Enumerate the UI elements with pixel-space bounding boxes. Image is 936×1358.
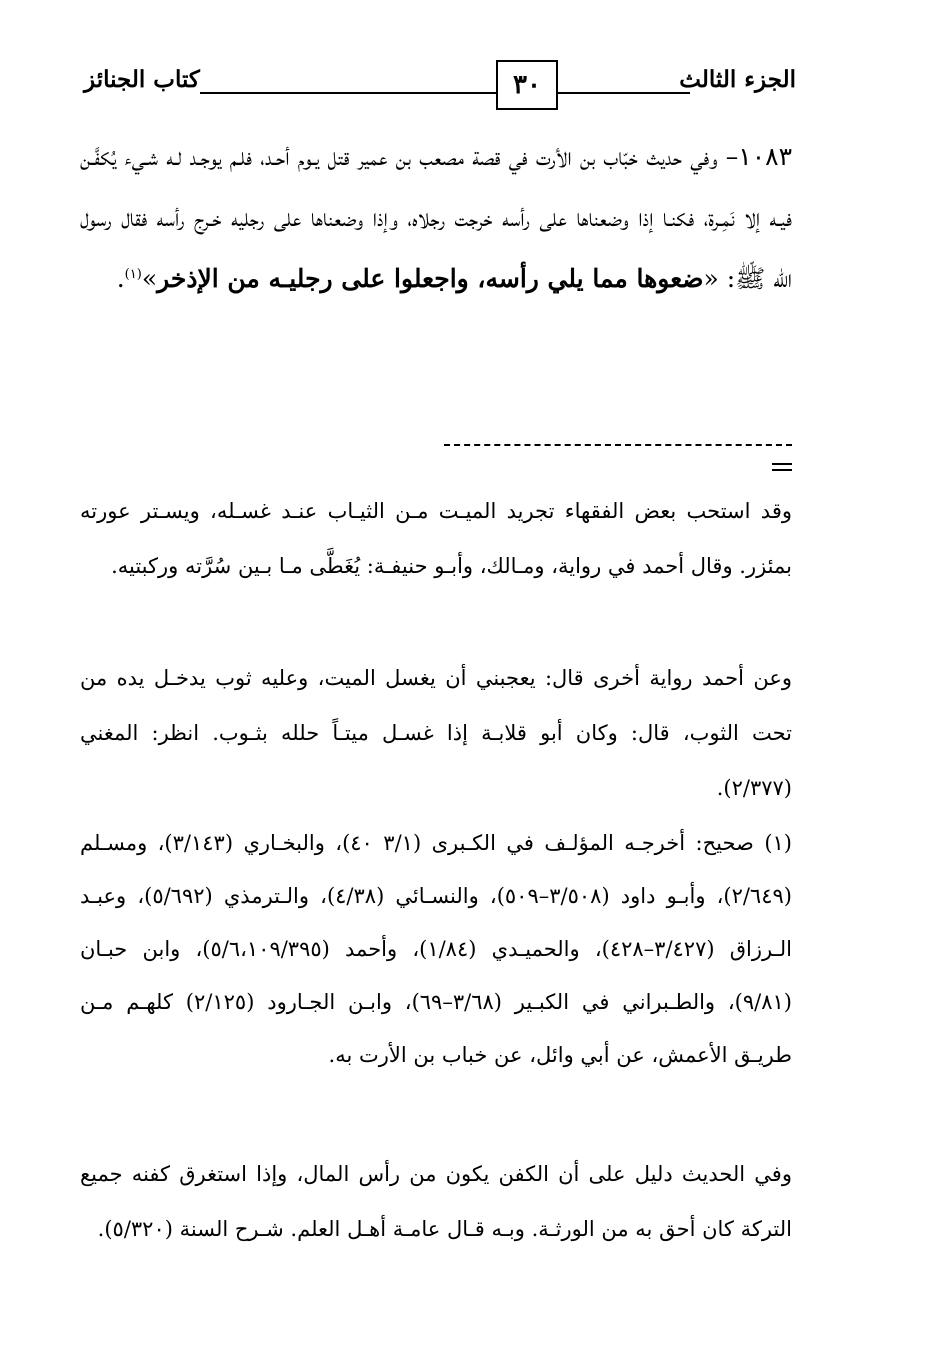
header-rule-right	[558, 92, 690, 94]
separator-double-top	[772, 463, 792, 465]
hadith-end: .	[116, 264, 125, 293]
book-title: كتاب الجنائز	[84, 66, 200, 93]
hadith-paragraph	[80, 126, 792, 309]
note-paragraph-1: وقد استحب بعض الفقهاء تجريد الميـت مـن الثيـاب عنـد غسـله، ويسـتر عورته بمئزر. وقال أحمد في رواية، ومـالك، وأبـو حنيفـة: يُغَطَّى مـا بـين سُرَّته وركبتيه.	[80, 499, 792, 578]
part-title: الجزء الثالث	[679, 66, 796, 93]
page-number: ٣٠	[496, 60, 558, 110]
conclusion-paragraph: وفي الحديث دليل على أن الكفن يكون من رأس المال، وإذا استغرق كفنه جميع التركة كان أحق به من الورثـة. وبـه قـال عامـة أهـل العلم. شـرح السنة (٥/٣٢٠).	[80, 1162, 792, 1241]
footnote-marker: (١)	[124, 267, 142, 282]
header-rule-left	[200, 92, 496, 94]
hadith-intro: ١٠٨٣– وفي حديث خبّاب بن الأرت في قصة مصعب بن عمير قتل يـوم أحـد، فلـم يوجـد لـه شـيء يُكفَّـن فيـه إلا نَمِـرة، فكنـا إذا وضعناها على رأسه خرجت رجلاه، وإذا وضعناها على رجليه خـرج رأسه فقال رسول الله ﷺ: «	[80, 142, 792, 293]
hadith-quote: ضعوها مما يلي رأسه، واجعلوا على رجليـه من الإذخر	[157, 264, 704, 293]
hadith-quote-close: »	[141, 264, 158, 293]
note-paragraph-2: وعن أحمد رواية أخرى قال: يعجبني أن يغسل الميت، وعليه ثوب يدخـل يده من تحت الثوب، قال: وكان أبو قلابـة إذا غسـل ميتـاً حلله بثـوب. انظر: المغني (٢/٣٧٧).	[80, 666, 792, 800]
page-header	[84, 60, 796, 112]
separator-dashed	[444, 444, 792, 446]
separator-double-bottom	[772, 469, 792, 471]
footnote-paragraph: (١) صحيح: أخرجـه المؤلـف في الكـبرى (٣/١ ٤٠)، والبخـاري (٣/١٤٣)، ومسـلم (٢/٦٤٩)، وأبـو داود (٣/٥٠٨–٥٠٩)، والنسـائي (٤/٣٨)، والـترمذي (٥/٦٩٢)، وعبـد الـرزاق (٣/٤٢٧–٤٢٨)، والحميـدي (١/٨٤)، وأحمد (٥/٦،١٠٩/٣٩٥)، وابن حبـان (٩/٨١)، والطـبراني في الكبـير (٣/٦٨–٦٩)، وابـن الجـارود (٢/١٢٥) كلهـم مـن طريـق الأعمش، عن أبي وائل، عن خباب بن الأرت به.	[80, 831, 793, 1067]
